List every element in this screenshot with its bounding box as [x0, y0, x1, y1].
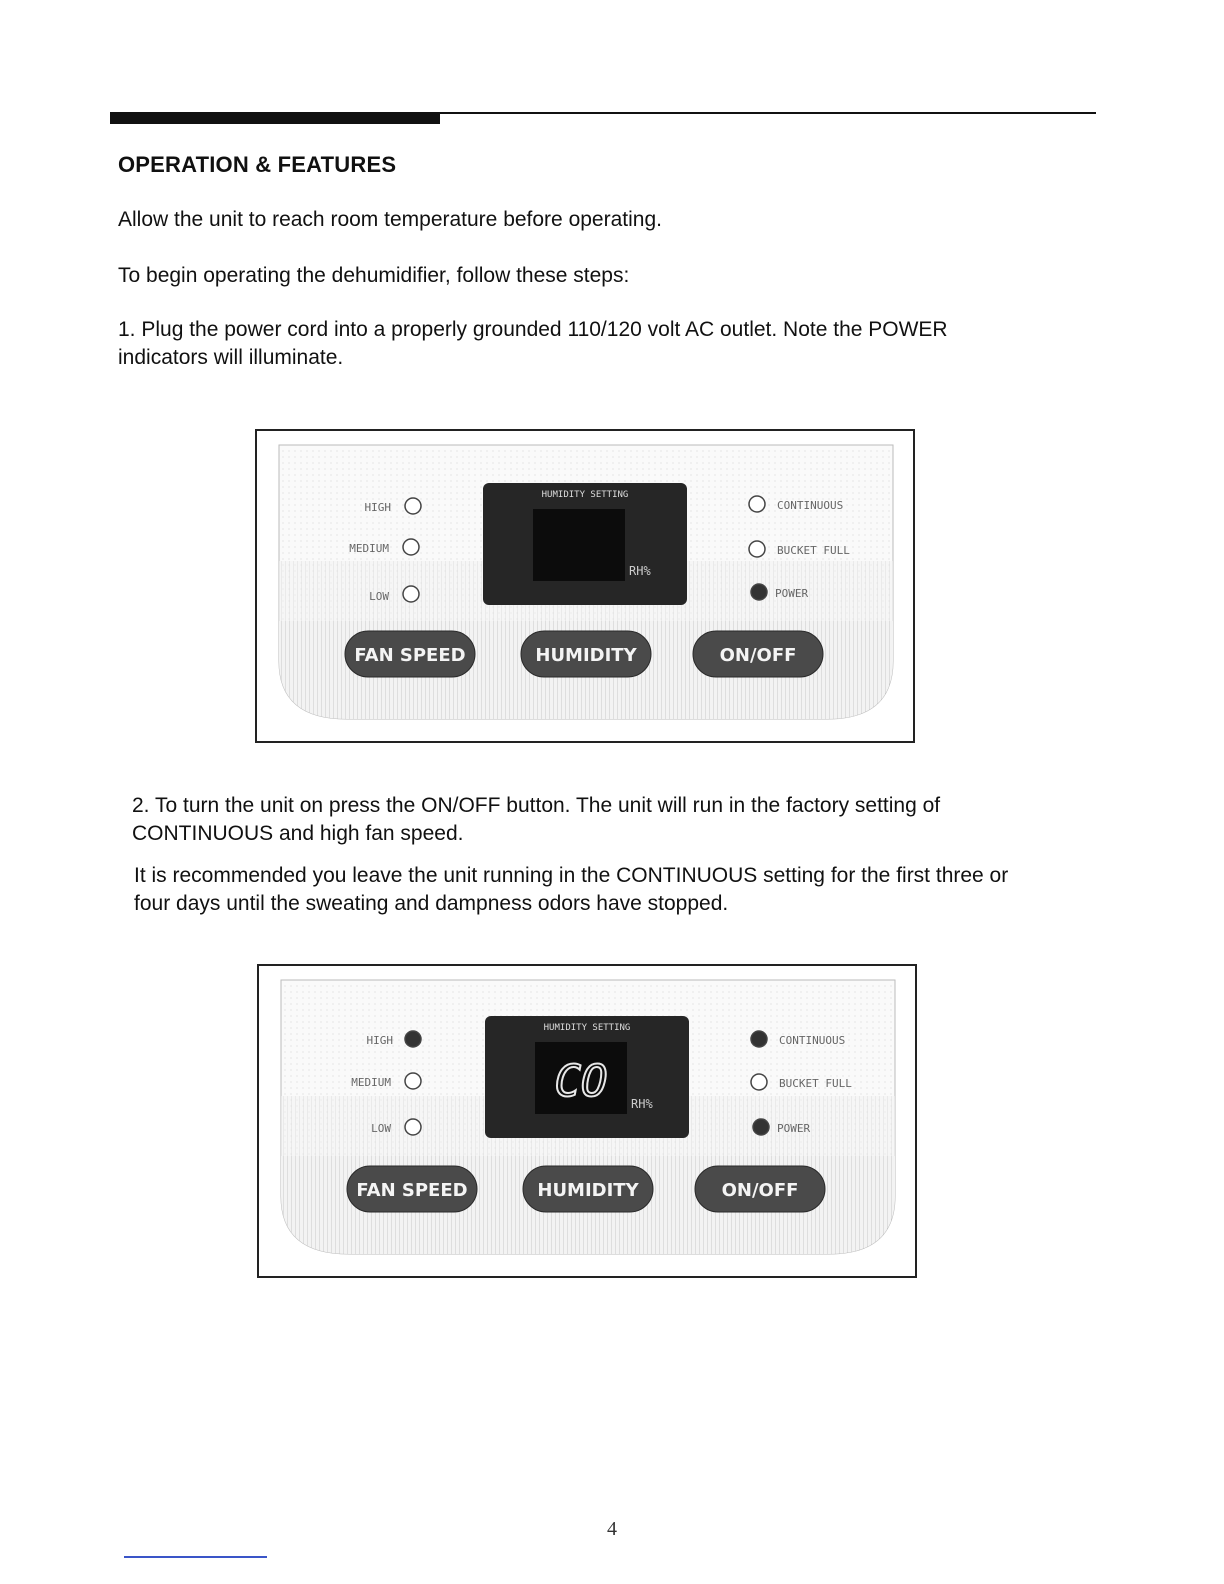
fan-speed-button-label: FAN SPEED — [356, 1180, 468, 1201]
intro-paragraph: Allow the unit to reach room temperature before operating. — [118, 208, 662, 231]
label-medium: MEDIUM — [349, 542, 389, 555]
onoff-button[interactable] — [693, 631, 823, 677]
label-continuous: CONTINUOUS — [779, 1034, 846, 1047]
bucket-full-indicator-led — [751, 1074, 767, 1090]
medium-indicator-led — [403, 539, 419, 555]
low-indicator-led — [403, 586, 419, 602]
display-title: HUMIDITY SETTING — [541, 490, 629, 500]
label-low: LOW — [371, 1122, 391, 1135]
power-indicator-led — [751, 584, 767, 600]
humidity-button-label: HUMIDITY — [537, 1180, 639, 1201]
fan-speed-button-label: FAN SPEED — [354, 645, 466, 666]
recommendation-paragraph: It is recommended you leave the unit running in the CONTINUOUS setting for the first three or four days until the sweating and dampness odors have stopped. — [134, 864, 1009, 915]
label-high: HIGH — [366, 1034, 393, 1047]
page-number: 4 — [607, 1518, 617, 1540]
footer-rule — [124, 1556, 267, 1558]
step-1-paragraph: 1. Plug the power cord into a properly grounded 110/120 volt AC outlet. Note the POWER indicators will illuminate. — [118, 318, 948, 369]
label-power: POWER — [775, 587, 809, 600]
power-indicator-led — [753, 1119, 769, 1135]
continuous-indicator-led — [749, 496, 765, 512]
display-title: HUMIDITY SETTING — [543, 1023, 631, 1033]
fan-speed-button[interactable] — [345, 631, 475, 677]
control-panel-figure-2 — [257, 964, 917, 1278]
label-low: LOW — [369, 590, 389, 603]
high-indicator-led — [405, 1031, 421, 1047]
humidity-button-label: HUMIDITY — [535, 645, 637, 666]
control-panel-figure-1 — [255, 429, 915, 743]
control-panel-2 — [259, 966, 915, 1276]
label-high: HIGH — [364, 501, 391, 514]
step-2-paragraph: 2. To turn the unit on press the ON/OFF button. The unit will run in the factory setting of CONTINUOUS and high fan speed. — [132, 794, 941, 845]
section-heading: OPERATION & FEATURES — [118, 152, 397, 177]
high-indicator-led — [405, 498, 421, 514]
humidity-button[interactable] — [523, 1166, 653, 1212]
onoff-button-label: ON/OFF — [721, 1180, 799, 1201]
label-bucket-full: BUCKET FULL — [777, 544, 850, 557]
label-bucket-full: BUCKET FULL — [779, 1077, 852, 1090]
control-panel-1 — [257, 431, 913, 741]
display-unit: RH% — [631, 1097, 653, 1111]
continuous-indicator-led — [751, 1031, 767, 1047]
display-digit-area — [533, 509, 625, 581]
label-power: POWER — [777, 1122, 811, 1135]
onoff-button[interactable] — [695, 1166, 825, 1212]
label-medium: MEDIUM — [351, 1076, 391, 1089]
medium-indicator-led — [405, 1073, 421, 1089]
bucket-full-indicator-led — [749, 541, 765, 557]
display-value: CO — [554, 1056, 608, 1107]
steps-intro-paragraph: To begin operating the dehumidifier, follow these steps: — [118, 264, 630, 287]
fan-speed-button[interactable] — [347, 1166, 477, 1212]
onoff-button-label: ON/OFF — [719, 645, 797, 666]
humidity-button[interactable] — [521, 631, 651, 677]
label-continuous: CONTINUOUS — [777, 499, 844, 512]
low-indicator-led — [405, 1119, 421, 1135]
header-rule-bar — [110, 112, 440, 124]
display-unit: RH% — [629, 564, 651, 578]
